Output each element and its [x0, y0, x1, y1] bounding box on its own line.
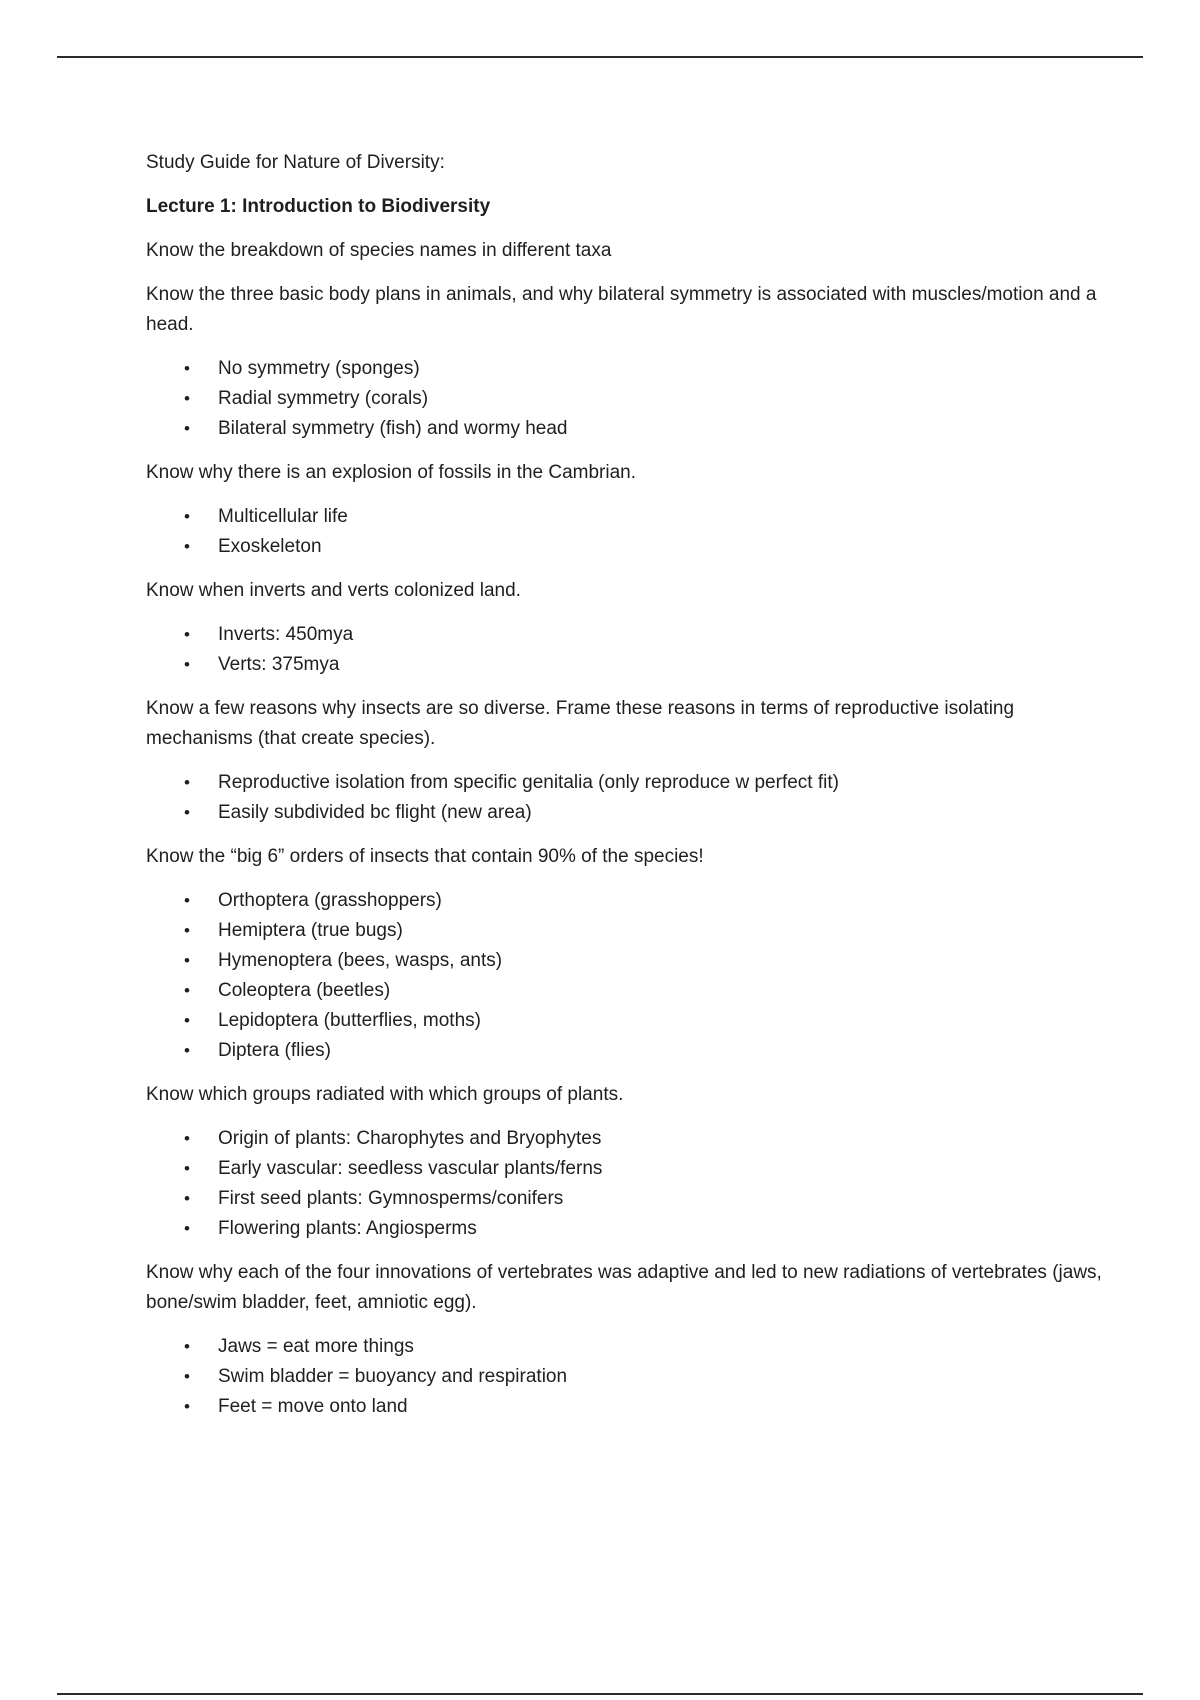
paragraph-colonized-land: Know when inverts and verts colonized land.	[146, 580, 521, 601]
lecture-heading: Lecture 1: Introduction to Biodiversity	[146, 196, 491, 217]
list-item	[146, 916, 1106, 946]
document-title: Study Guide for Nature of Diversity:	[146, 152, 445, 173]
bullet-icon: •	[184, 389, 190, 408]
bullet-icon: •	[184, 1219, 190, 1238]
top-rule	[57, 56, 1143, 58]
bullet-icon: •	[184, 625, 190, 644]
list-insect-diversity	[146, 768, 1106, 828]
bullet-icon: •	[184, 1011, 190, 1030]
bullet-icon: •	[184, 419, 190, 438]
list-item-text: Flowering plants: Angiosperms	[218, 1218, 477, 1239]
list-item	[146, 946, 1106, 976]
list-item	[146, 502, 1106, 532]
list-item-text: Hymenoptera (bees, wasps, ants)	[218, 950, 503, 971]
paragraph-big-6: Know the “big 6” orders of insects that contain 90% of the species!	[146, 846, 704, 867]
paragraph-plant-radiation: Know which groups radiated with which groups of plants.	[146, 1084, 624, 1105]
list-item-text: Swim bladder = buoyancy and respiration	[218, 1366, 568, 1387]
list-item-text: Diptera (flies)	[218, 1040, 331, 1061]
list-item-text: Bilateral symmetry (fish) and wormy head	[218, 418, 568, 439]
list-item	[146, 354, 1106, 384]
paragraph-insect-diversity: Know a few reasons why insects are so diverse. Frame these reasons in terms of reproductive isolating mechanisms (that create species).	[146, 698, 1015, 749]
list-item-text: Exoskeleton	[218, 536, 322, 557]
paragraph-body-plans: Know the three basic body plans in animals, and why bilateral symmetry is associated with muscles/motion and a head.	[146, 284, 1097, 335]
list-item	[146, 650, 1106, 680]
bullet-icon: •	[184, 537, 190, 556]
bullet-icon: •	[184, 1397, 190, 1416]
bottom-rule	[57, 1693, 1143, 1695]
list-item-text: Origin of plants: Charophytes and Bryophytes	[218, 1128, 602, 1149]
list-item-text: Reproductive isolation from specific genitalia (only reproduce w perfect fit)	[218, 772, 839, 793]
list-item-text: Lepidoptera (butterflies, moths)	[218, 1010, 481, 1031]
bullet-icon: •	[184, 921, 190, 940]
list-item-text: Easily subdivided bc flight (new area)	[218, 802, 532, 823]
list-item	[146, 976, 1106, 1006]
list-item-text: Feet = move onto land	[218, 1396, 408, 1417]
list-item	[146, 1332, 1106, 1362]
list-item	[146, 798, 1106, 828]
list-item-text: Coleoptera (beetles)	[218, 980, 391, 1001]
list-item-text: First seed plants: Gymnosperms/conifers	[218, 1188, 564, 1209]
list-item-text: Inverts: 450mya	[218, 624, 354, 645]
list-item-text: No symmetry (sponges)	[218, 358, 420, 379]
list-body-plans	[146, 354, 1106, 444]
list-item	[146, 1392, 1106, 1422]
bullet-icon: •	[184, 1159, 190, 1178]
bullet-icon: •	[184, 773, 190, 792]
bullet-icon: •	[184, 1337, 190, 1356]
list-item	[146, 384, 1106, 414]
list-item	[146, 1154, 1106, 1184]
list-item-text: Radial symmetry (corals)	[218, 388, 429, 409]
list-item-text: Jaws = eat more things	[218, 1336, 414, 1357]
list-item-text: Verts: 375mya	[218, 654, 340, 675]
list-vertebrate-innovations	[146, 1332, 1106, 1422]
paragraph-vertebrate-innovations: Know why each of the four innovations of vertebrates was adaptive and led to new radiations of vertebrates (jaws, bone/swim bladder, feet, amniotic egg).	[146, 1262, 1102, 1313]
list-item	[146, 620, 1106, 650]
list-item	[146, 1184, 1106, 1214]
bullet-icon: •	[184, 891, 190, 910]
list-colonized-land	[146, 620, 1106, 680]
paragraph-species-names: Know the breakdown of species names in different taxa	[146, 240, 612, 261]
list-item	[146, 886, 1106, 916]
list-item-text: Orthoptera (grasshoppers)	[218, 890, 442, 911]
list-item	[146, 532, 1106, 562]
list-plant-radiation	[146, 1124, 1106, 1244]
bullet-icon: •	[184, 981, 190, 1000]
list-big-6	[146, 886, 1106, 1066]
list-item	[146, 1006, 1106, 1036]
list-cambrian	[146, 502, 1106, 562]
list-item	[146, 1214, 1106, 1244]
document-body	[146, 148, 1106, 1436]
bullet-icon: •	[184, 1129, 190, 1148]
bullet-icon: •	[184, 1189, 190, 1208]
bullet-icon: •	[184, 803, 190, 822]
list-item	[146, 768, 1106, 798]
bullet-icon: •	[184, 951, 190, 970]
list-item	[146, 414, 1106, 444]
list-item	[146, 1124, 1106, 1154]
list-item-text: Multicellular life	[218, 506, 348, 527]
list-item-text: Early vascular: seedless vascular plants/ferns	[218, 1158, 603, 1179]
list-item-text: Hemiptera (true bugs)	[218, 920, 403, 941]
list-item	[146, 1036, 1106, 1066]
bullet-icon: •	[184, 1367, 190, 1386]
list-item	[146, 1362, 1106, 1392]
bullet-icon: •	[184, 655, 190, 674]
paragraph-cambrian: Know why there is an explosion of fossils in the Cambrian.	[146, 462, 637, 483]
bullet-icon: •	[184, 507, 190, 526]
bullet-icon: •	[184, 359, 190, 378]
bullet-icon: •	[184, 1041, 190, 1060]
